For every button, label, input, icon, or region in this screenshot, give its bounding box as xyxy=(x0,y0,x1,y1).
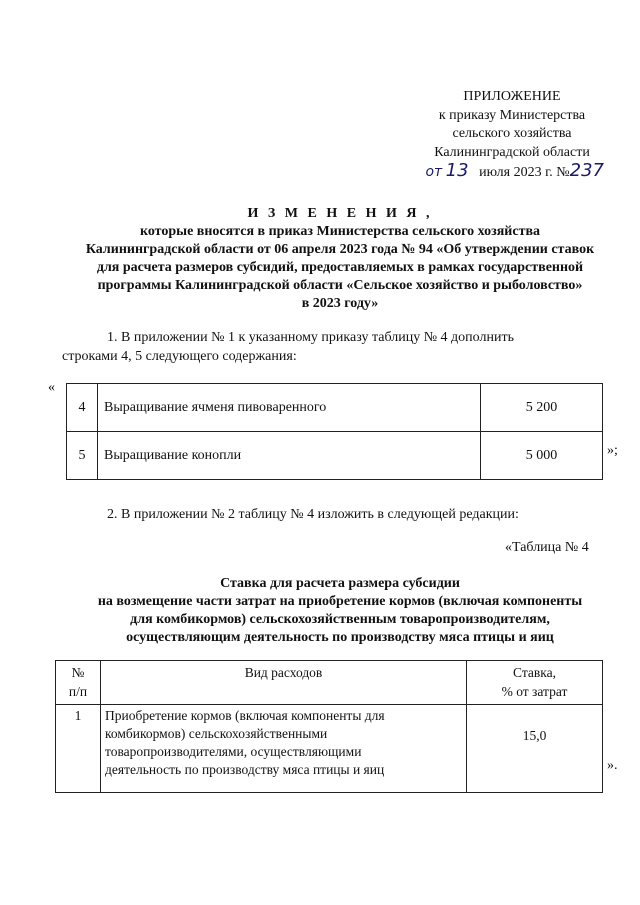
header-num-line2: п/п xyxy=(68,684,88,699)
title-line-4: программы Калининградской области «Сельское хозяйство и рыболовство» xyxy=(97,278,583,293)
title-line-1: которые вносятся в приказ Министерства сельского хозяйства xyxy=(139,224,541,239)
table1-close-mark: »; xyxy=(607,443,618,458)
table2-header-num xyxy=(56,661,101,705)
appendix-title: ПРИЛОЖЕНИЕ xyxy=(463,89,561,104)
document-title xyxy=(40,205,640,313)
table1-row1-value: 5 200 xyxy=(481,384,603,432)
table1-row1-num: 4 xyxy=(67,384,98,432)
appendix-date-line xyxy=(400,162,624,183)
heading2-line-3: для комбикормов) сельскохозяйственным товаропроизводителям, xyxy=(130,612,550,627)
header-num-line1: № xyxy=(71,665,85,680)
table2-close-mark: ». xyxy=(607,758,618,773)
handwritten-date-prefix: от xyxy=(425,164,443,180)
appendix-line-1: к приказу Министерства xyxy=(438,107,586,123)
table2-heading xyxy=(40,575,640,647)
title-word: И З М Е Н Е Н И Я , xyxy=(247,206,433,221)
table-label: «Таблица № 4 xyxy=(505,540,589,555)
table2-header-rate xyxy=(467,661,603,705)
table-row xyxy=(67,384,603,432)
heading2-line-1: Ставка для расчета размера субсидии xyxy=(220,576,460,591)
table1-row2-num: 5 xyxy=(67,432,98,480)
title-line-5: в 2023 году» xyxy=(301,296,379,311)
para2: 2. В приложении № 2 таблицу № 4 изложить в следующей редакции: xyxy=(107,507,519,522)
para1-line1: 1. В приложении № 1 к указанному приказу таблицу № 4 дополнить xyxy=(107,330,514,345)
title-line-3: для расчета размеров субсидий, предоставляемых в рамках государственной xyxy=(96,260,584,275)
table1-row2-value: 5 000 xyxy=(481,432,603,480)
row-desc-line1: Приобретение кормов (включая компоненты для xyxy=(105,708,385,723)
row-desc-line4: деятельность по производству мяса птицы и яиц xyxy=(105,762,385,777)
table1-row2-name: Выращивание конопли xyxy=(98,432,481,480)
handwritten-day: 13 xyxy=(445,160,469,181)
appendix-block xyxy=(400,88,624,183)
table1-open-quote: « xyxy=(48,380,55,395)
table-row xyxy=(56,705,603,793)
table1 xyxy=(66,383,603,480)
table1-row1-name: Выращивание ячменя пивоваренного xyxy=(98,384,481,432)
row-desc-line2: комбикормов) сельскохозяйственными xyxy=(105,726,328,741)
appendix-line-2: сельского хозяйства xyxy=(452,126,572,141)
row-desc-line3: товаропроизводителями, осуществляющими xyxy=(105,744,362,759)
header-rate-line2: % от затрат xyxy=(501,684,568,699)
table2-row-description xyxy=(101,705,467,793)
table-row xyxy=(67,432,603,480)
handwritten-number: 237 xyxy=(569,160,604,181)
para1-line2: строками 4, 5 следующего содержания: xyxy=(62,349,297,364)
table2-row-num: 1 xyxy=(56,705,101,793)
table2 xyxy=(55,660,603,793)
appendix-month-year: июля 2023 г. № xyxy=(479,165,570,180)
title-line-2: Калининградской области от 06 апреля 2023 года № 94 «Об утверждении ставок xyxy=(85,242,595,257)
heading2-line-4: осуществляющим деятельность по производству мяса птицы и яиц xyxy=(126,630,554,645)
appendix-line-3: Калининградской области xyxy=(434,144,590,160)
table-header-row xyxy=(56,661,603,705)
table2-header-type: Вид расходов xyxy=(101,661,467,705)
table2-row-rate: 15,0 xyxy=(467,705,603,793)
heading2-line-2: на возмещение части затрат на приобретение кормов (включая компоненты xyxy=(97,594,583,609)
header-rate-line1: Ставка, xyxy=(513,665,556,680)
